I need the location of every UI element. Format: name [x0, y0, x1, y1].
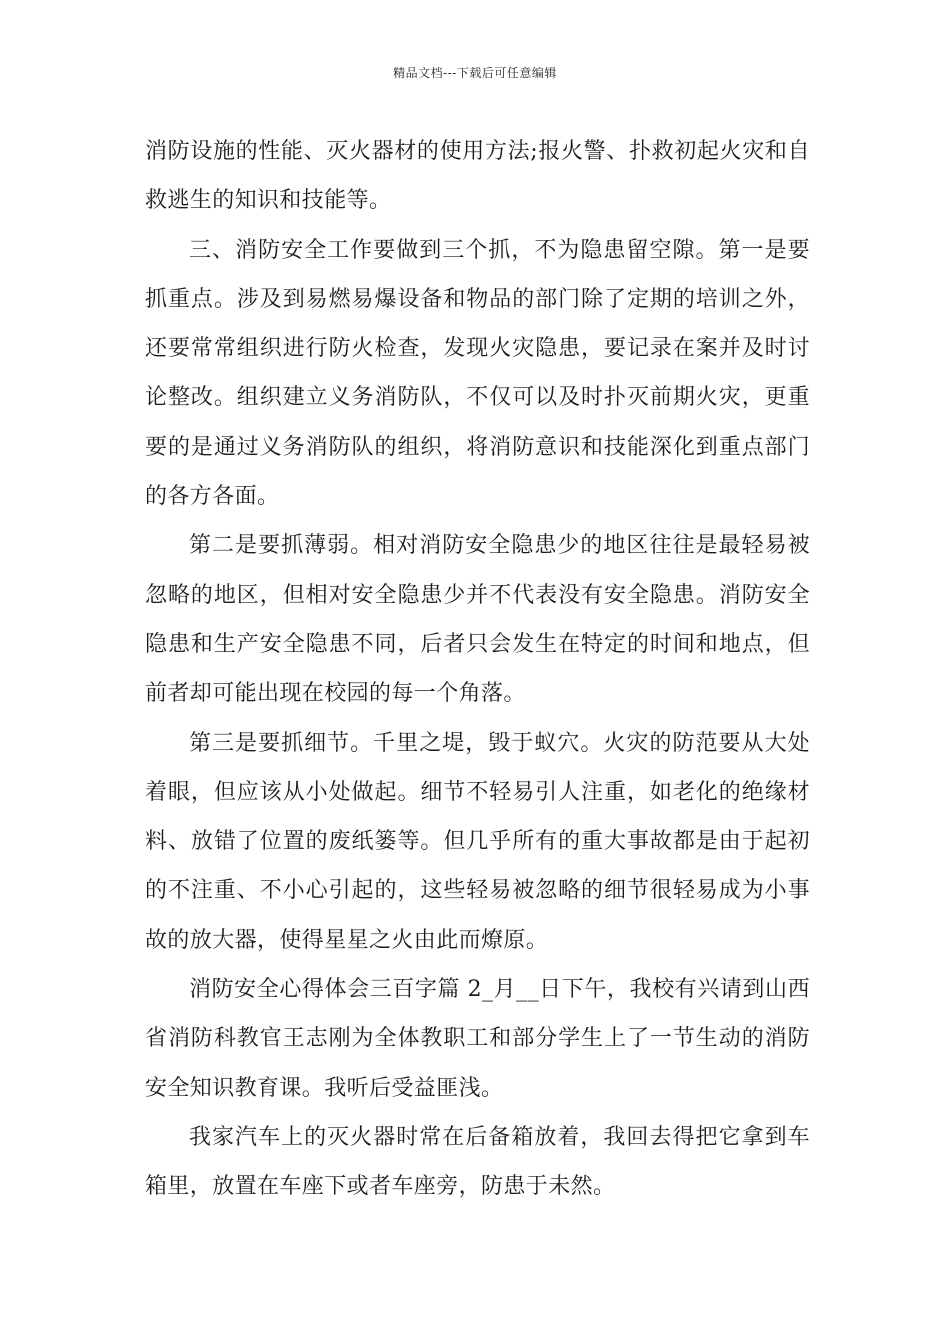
document-header: 精品文档---下载后可任意编辑 — [393, 66, 557, 80]
paragraph-three-grabs: 三、消防安全工作要做到三个抓，不为隐患留空隙。第一是要抓重点。涉及到易燃易爆设备和物品的部门除了定期的培训之外，还要常常组织进行防火检查，发现火灾隐患，要记录在案并及时讨论整改。组织建立义务消防队，不仅可以及时扑灭前期火灾，更重要的是通过义务消防队的组织，将消防意识和技能深化到重点部门的各方各面。 — [145, 237, 810, 510]
paragraph-details: 第三是要抓细节。千里之堤，毁于蚁穴。火灾的防范要从大处着眼，但应该从小处做起。细节不轻易引人注重，如老化的绝缘材料、放错了位置的废纸篓等。但几乎所有的重大事故都是由于起初的不注重、不小心引起的，这些轻易被忽略的细节很轻易成为小事故的放大器，使得星星之火由此而燎原。 — [145, 730, 810, 953]
paragraph-continuation: 消防设施的性能、灭火器材的使用方法;报火警、扑救初起火灾和自救逃生的知识和技能等。 — [145, 139, 810, 214]
document-body — [145, 127, 810, 1212]
paragraph-lecture: 消防安全心得体会三百字篇 2_月__日下午，我校有兴请到山西省消防科教官王志刚为全体教职工和部分学生上了一节生动的消防安全知识教育课。我听后受益匪浅。 — [145, 977, 810, 1101]
paragraph-extinguisher: 我家汽车上的灭火器时常在后备箱放着，我回去得把它拿到车箱里，放置在车座下或者车座旁，防患于未然。 — [145, 1124, 810, 1200]
paragraph-weak-points: 第二是要抓薄弱。相对消防安全隐患少的地区往往是最轻易被忽略的地区，但相对安全隐患少并不代表没有安全隐患。消防安全隐患和生产安全隐患不同，后者只会发生在特定的时间和地点，但前者却可能出现在校园的每一个角落。 — [145, 533, 810, 707]
